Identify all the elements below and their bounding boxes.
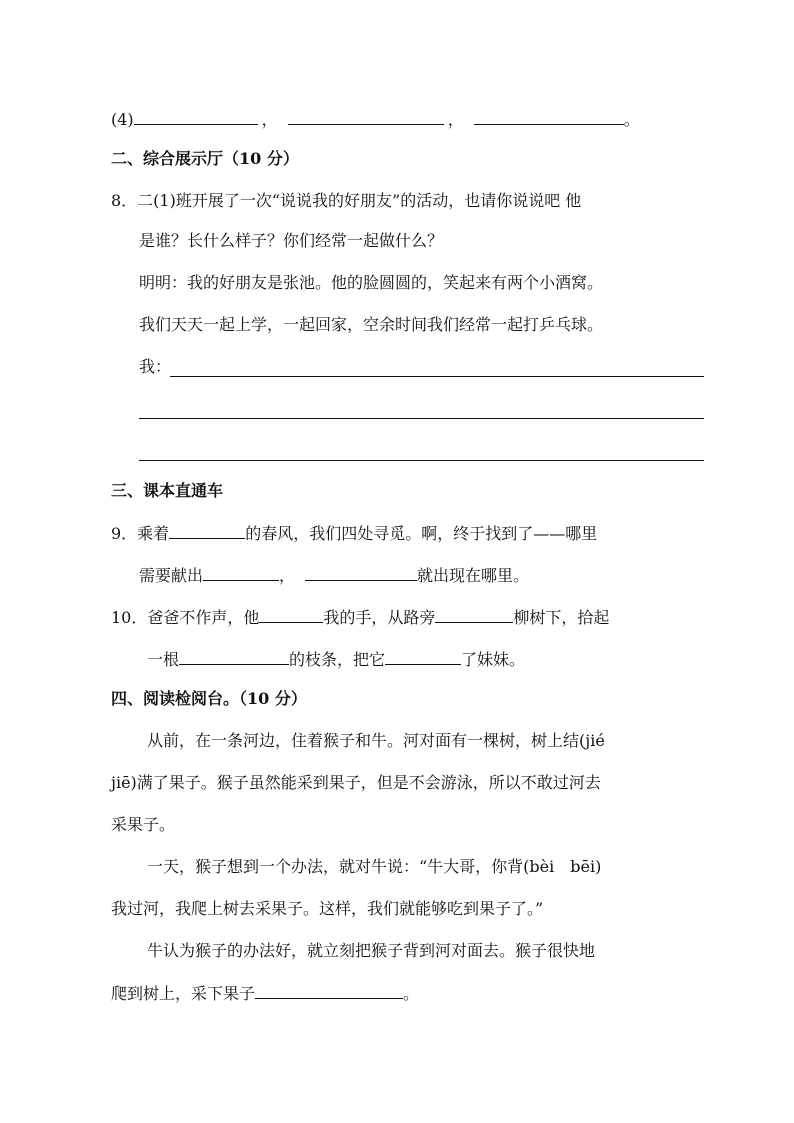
- q8-me-label: 我：: [139, 357, 172, 376]
- section3-heading: 三、课本直通车: [111, 481, 224, 500]
- q8-example-line-1: 明明：我的好朋友是张池。他的脸圆圆的，笑起来有两个小酒窝。: [139, 273, 604, 292]
- q9-line-1: 9．乘着 的春风，我们四处寻觅。啊，终于找到了——哪里: [111, 524, 598, 543]
- passage-p1-line-2: jiē)满了果子。猴子虽然能采到果子，但是不会游泳，所以不敢过河去: [111, 773, 601, 792]
- section4-heading: 四、阅读检阅台。（10 分）: [111, 689, 307, 708]
- q10-line-2: 一根 的枝条，把它 了妹妹。: [147, 650, 526, 669]
- passage-p3-line-1: 牛认为猴子的办法好，就立刻把猴子背到河对面去。猴子很快地: [147, 941, 596, 960]
- passage-p3-line-2: 爬到树上，采下果子 。: [111, 984, 420, 1003]
- passage-blank[interactable]: [255, 982, 403, 999]
- q8-answer-line-2[interactable]: [139, 418, 704, 419]
- q4-blank-2[interactable]: [288, 108, 444, 125]
- q8-line-1: 8．二(1)班开展了一次“说说我的好朋友”的活动，也请你说说吧 他: [111, 191, 582, 210]
- q10-blank-4[interactable]: [385, 648, 461, 665]
- q8-example-line-2: 我们天天一起上学，一起回家，空余时间我们经常一起打乒乓球。: [139, 315, 604, 334]
- q8-line-2: 是谁？长什么样子？你们经常一起做什么？: [139, 231, 444, 250]
- q4-line: (4) ， ， 。: [111, 110, 640, 129]
- q10-blank-2[interactable]: [435, 606, 513, 623]
- q10-line-1: 10．爸爸不作声，他 我的手，从路旁 柳树下，拾起: [111, 608, 610, 627]
- q9-line-2: 需要献出 ， 就出现在哪里。: [139, 566, 530, 585]
- passage-p2-line-2: 我过河，我爬上树去采果子。这样，我们就能够吃到果子了。”: [111, 899, 544, 918]
- q9-blank-3[interactable]: [305, 564, 417, 581]
- passage-p1-line-1: 从前，在一条河边，住着猴子和牛。河对面有一棵树，树上结(jié: [147, 731, 605, 750]
- q4-blank-1[interactable]: [134, 108, 258, 125]
- section2-heading: 二、综合展示厅（10 分）: [111, 149, 299, 168]
- q9-blank-2[interactable]: [203, 564, 279, 581]
- q4-blank-3[interactable]: [474, 108, 624, 125]
- q8-answer-line-3[interactable]: [139, 460, 704, 461]
- q4-label: (4): [111, 110, 134, 129]
- q10-blank-1[interactable]: [259, 606, 323, 623]
- q9-blank-1[interactable]: [169, 522, 245, 539]
- passage-p1-line-3: 采果子。: [111, 815, 176, 834]
- q10-blank-3[interactable]: [179, 648, 289, 665]
- q8-answer-line-1[interactable]: [170, 376, 704, 377]
- passage-p2-line-1: 一天，猴子想到一个办法，就对牛说：“牛大哥，你背(bèi bēi): [147, 857, 602, 876]
